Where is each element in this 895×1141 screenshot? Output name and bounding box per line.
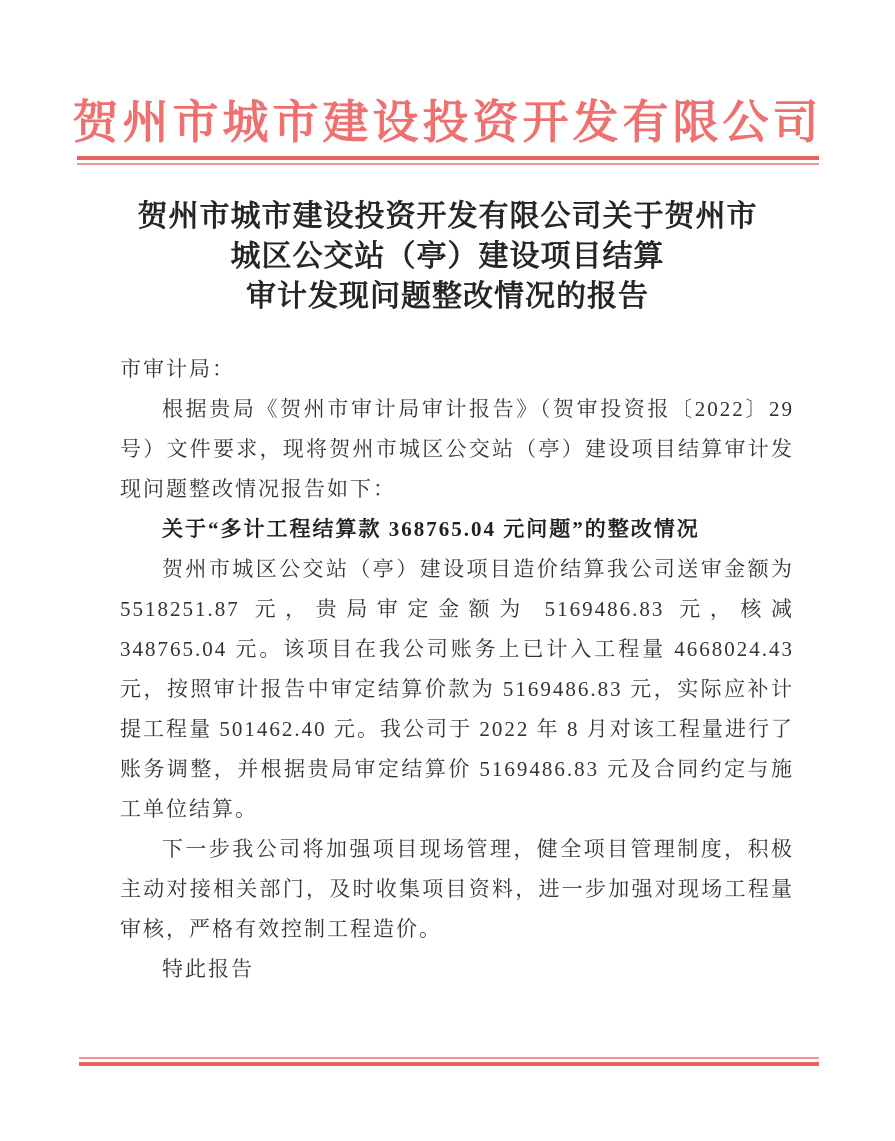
divider-thin-line	[79, 1057, 819, 1059]
paragraph-rectification-details: 贺州市城区公交站（亭）建设项目造价结算我公司送审金额为 5518251.87 元，贵局审定金额为 5169486.83 元，核减 348765.04 元。该项目在我公司账务上已计入工程量 4668024.43 元，按照审计报告中审定结算价款为 5169486.83 元，实际应补计提工程量 501462.40 元。我公司于 2022 年 8 月对该工程量进行了账务调整，并根据贵局审定结算价 5169486.83 元及合同约定与施工单位结算。	[120, 557, 794, 821]
document-title-line-1: 贺州市城市建设投资开发有限公司关于贺州市	[137, 200, 758, 233]
letterhead-company-name: 贺州市城市建设投资开发有限公司	[72, 97, 823, 148]
paragraph-intro: 根据贵局《贺州市审计局审计报告》（贺审投资报〔2022〕29 号）文件要求，现将贺州市城区公交站（亭）建设项目结算审计发现问题整改情况报告如下：	[120, 397, 794, 501]
document-title-line-2: 城区公交站（亭）建设项目结算	[230, 240, 665, 273]
letterhead-divider	[77, 156, 819, 165]
salutation: 市审计局：	[120, 357, 235, 381]
divider-thin-line	[77, 163, 819, 165]
section-heading: 关于“多计工程结算款 368765.04 元问题”的整改情况	[162, 517, 700, 541]
document-title-line-3: 审计发现问题整改情况的报告	[246, 280, 649, 313]
footer-divider	[79, 1057, 819, 1066]
document-body	[120, 349, 794, 989]
document-title	[0, 197, 895, 317]
paragraph-next-steps: 下一步我公司将加强项目现场管理，健全项目管理制度，积极主动对接相关部门，及时收集项目资料，进一步加强对现场工程量审核，严格有效控制工程造价。	[120, 837, 794, 941]
divider-thick-line	[79, 1062, 819, 1066]
divider-thick-line	[77, 156, 819, 160]
closing-statement: 特此报告	[162, 957, 254, 981]
